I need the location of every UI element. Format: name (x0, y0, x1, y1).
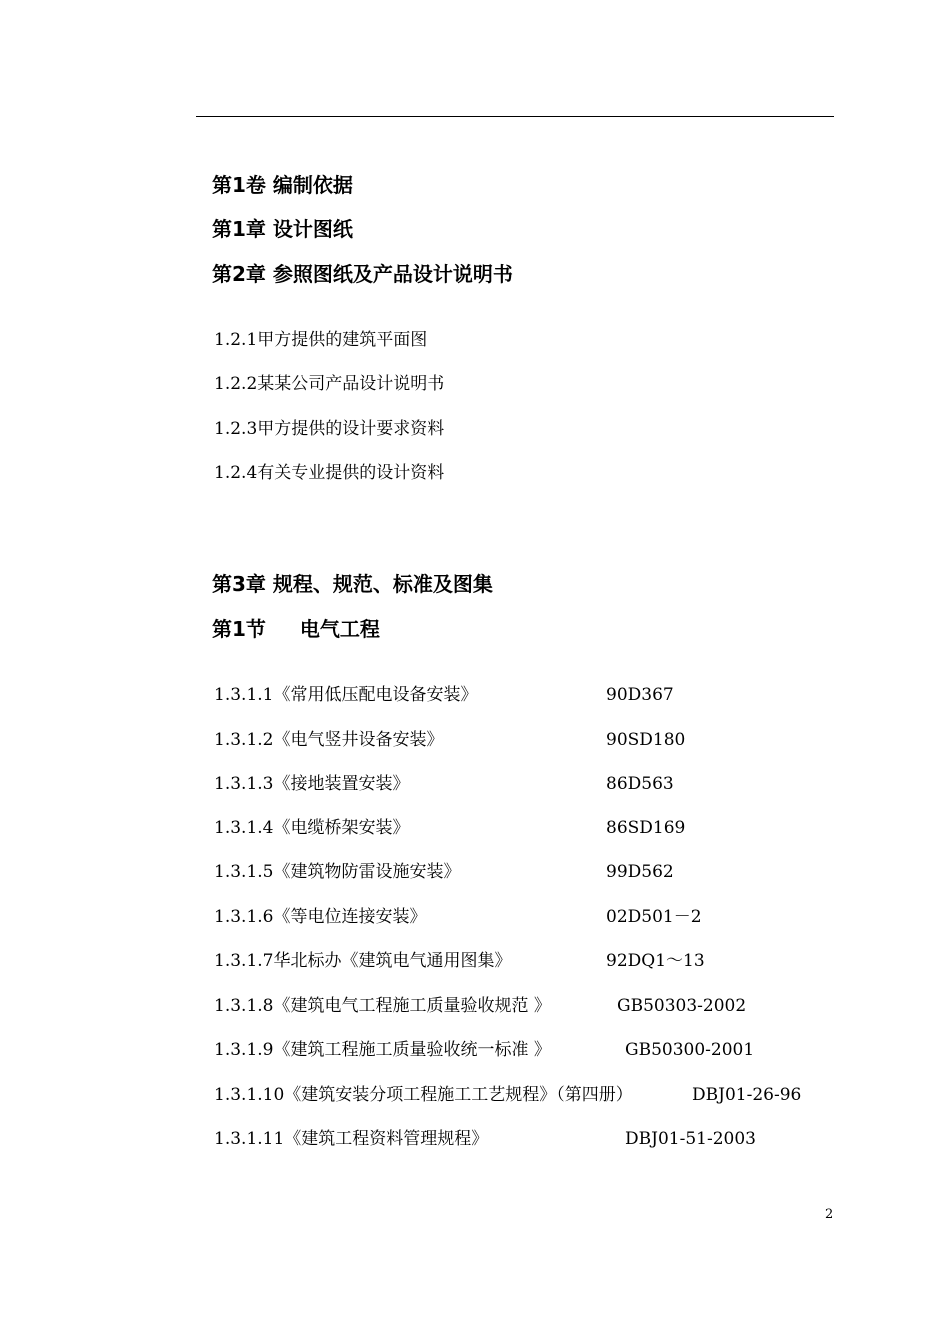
standard-code: GB50303-2002 (617, 996, 747, 1016)
standard-title: 1.3.1.3《接地装置安装》 (214, 774, 410, 794)
section-title: 电气工程 (299, 617, 380, 641)
standard-title: 1.3.1.9《建筑工程施工质量验收统一标准 》 (214, 1040, 551, 1060)
section-number: 第1节 (212, 617, 266, 641)
section-1-heading (212, 617, 380, 641)
standard-title: 1.3.1.11《建筑工程资料管理规程》 (214, 1129, 489, 1149)
chapter-1-heading: 第1章 设计图纸 (212, 217, 353, 241)
standard-title: 1.3.1.5《建筑物防雷设施安装》 (214, 862, 461, 882)
chapter-2-heading: 第2章 参照图纸及产品设计说明书 (212, 262, 513, 286)
standard-code: 90D367 (606, 685, 674, 705)
volume-heading: 第1卷 编制依据 (212, 173, 353, 197)
standard-title: 1.3.1.4《电缆桥架安装》 (214, 818, 410, 838)
standard-title: 1.3.1.7华北标办《建筑电气通用图集》 (214, 951, 512, 971)
standard-code: 02D501－2 (606, 907, 702, 927)
standard-title: 1.3.1.1《常用低压配电设备安装》 (214, 685, 478, 705)
standard-code: 92DQ1～13 (606, 951, 705, 971)
standard-code: 86SD169 (606, 818, 686, 838)
standard-code: GB50300-2001 (625, 1040, 755, 1060)
standard-title: 1.3.1.2《电气竖井设备安装》 (214, 730, 444, 750)
drawing-item: 1.2.3甲方提供的设计要求资料 (214, 419, 445, 439)
standard-code: 90SD180 (606, 730, 686, 750)
page-number: 2 (825, 1207, 834, 1222)
standard-code: 99D562 (606, 862, 674, 882)
standard-code: DBJ01-51-2003 (625, 1129, 756, 1149)
standard-title: 1.3.1.10《建筑安装分项工程施工工艺规程》（第四册） (214, 1085, 633, 1105)
standard-code: 86D563 (606, 774, 674, 794)
chapter-3-heading: 第3章 规程、规范、标准及图集 (212, 572, 493, 596)
standard-code: DBJ01-26-96 (692, 1085, 802, 1105)
drawing-item: 1.2.4有关专业提供的设计资料 (214, 463, 445, 483)
header-rule (196, 116, 834, 117)
drawing-item: 1.2.2某某公司产品设计说明书 (214, 374, 445, 394)
standard-title: 1.3.1.8《建筑电气工程施工质量验收规范 》 (214, 996, 551, 1016)
standard-title: 1.3.1.6《等电位连接安装》 (214, 907, 427, 927)
drawing-item: 1.2.1甲方提供的建筑平面图 (214, 330, 428, 350)
